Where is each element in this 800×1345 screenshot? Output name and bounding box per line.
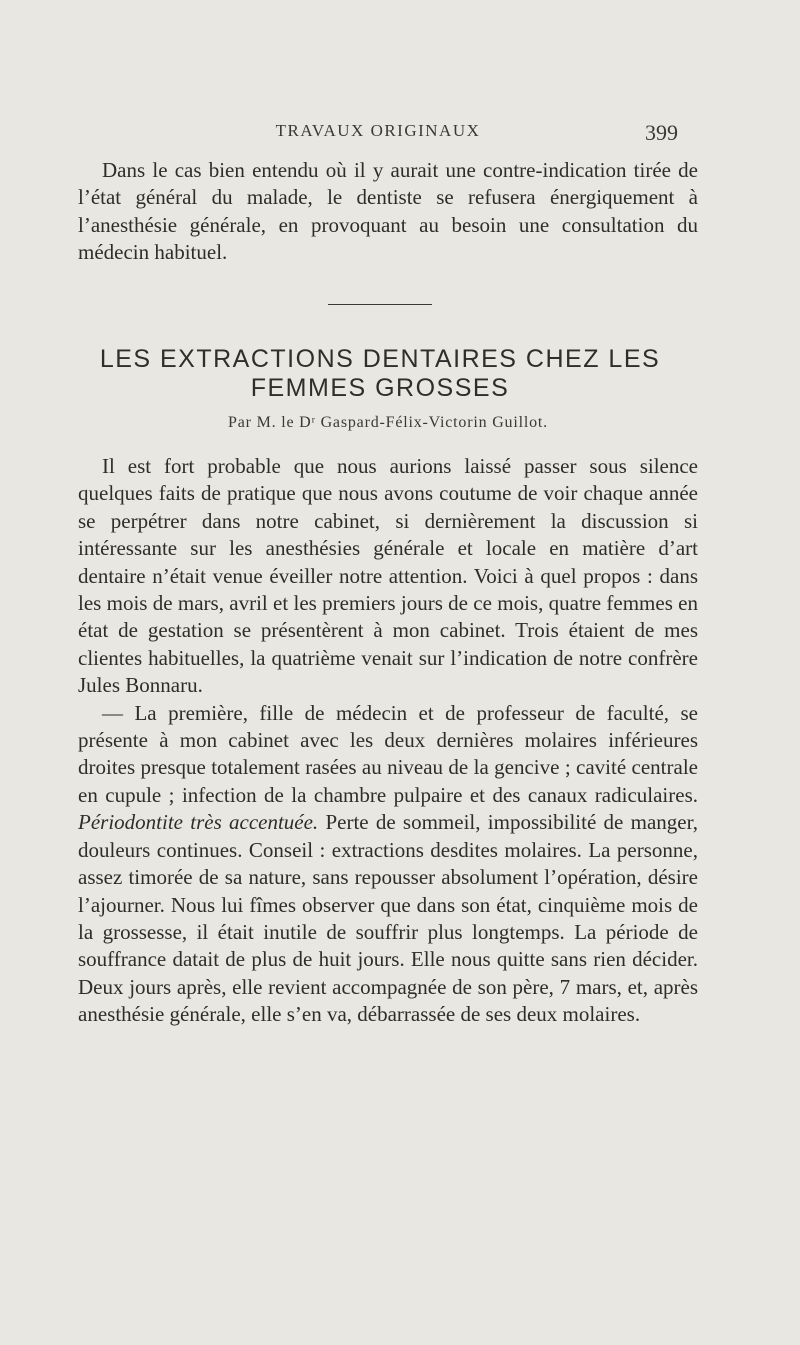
running-title: TRAVAUX ORIGINAUX: [275, 121, 481, 140]
page-number: 399: [645, 120, 678, 145]
body-paragraph-1: Il est fort probable que nous aurions laissé passer sous silence quelques faits de pratique que nous avons coutume de voir chaque année se perpétrer dans notre cabinet, si dernièrement la discussion si intéressante sur les anesthésies générale et locale en matière d’art dentaire n’était venue éveiller notre attention. Voici à quel propos : dans les mois de mars, avril et les premiers jours de ce mois, quatre femmes en état de gestation se présentèrent à mon cabinet. Trois étaient de mes clientes habituelles, la quatrième venait sur l’indication de notre confrère Jules Bonnaru.: [78, 454, 698, 698]
body-paragraph-2: [78, 700, 698, 1029]
body-paragraph-2-part-1: — La première, fille de médecin et de professeur de faculté, se présente à mon cabinet avec les deux dernières molaires inférieures droites presque totalement rasées au niveau de la gencive ; cavité centrale en cupule ; infection de la chambre pulpaire et des canaux radiculaires.: [78, 700, 698, 807]
article-byline: Par M. le Dʳ Gaspard-Félix-Victorin Guillot.: [228, 414, 548, 431]
body-paragraph-2-italic: Périodontite très accentuée.: [78, 810, 319, 835]
article-body: [78, 453, 698, 1029]
body-paragraph-2-part-2: Perte de sommeil, impossibilité de manger, douleurs continues. Conseil : extractions desdites molaires. La personne, assez timorée de sa nature, sans repousser absolument l’opération, désire l’ajourner. Nous lui fîmes observer que dans son état, cinquième mois de la grossesse, il était inutile de souffrir plus longtemps. La période de souffrance datait de plus de huit jours. Elle nous quitte sans rien décider. Deux jours après, elle revient accompagnée de son père, 7 mars, et, après anesthésie générale, elle s’en va, débarrassée de ses deux molaires.: [78, 810, 698, 1027]
intro-paragraph: Dans le cas bien entendu où il y aurait une contre-indication tirée de l’état général du malade, le dentiste se refusera énergiquement à l’anesthésie générale, en provoquant au besoin une consultation du médecin habituel.: [78, 158, 698, 265]
section-divider: [328, 304, 432, 305]
article-title: [60, 345, 700, 403]
article-title-line-1: LES EXTRACTIONS DENTAIRES CHEZ LES: [99, 345, 661, 373]
intro-text-block: [78, 157, 698, 267]
article-title-line-2: FEMMES GROSSES: [250, 374, 510, 402]
running-header: [78, 121, 678, 151]
